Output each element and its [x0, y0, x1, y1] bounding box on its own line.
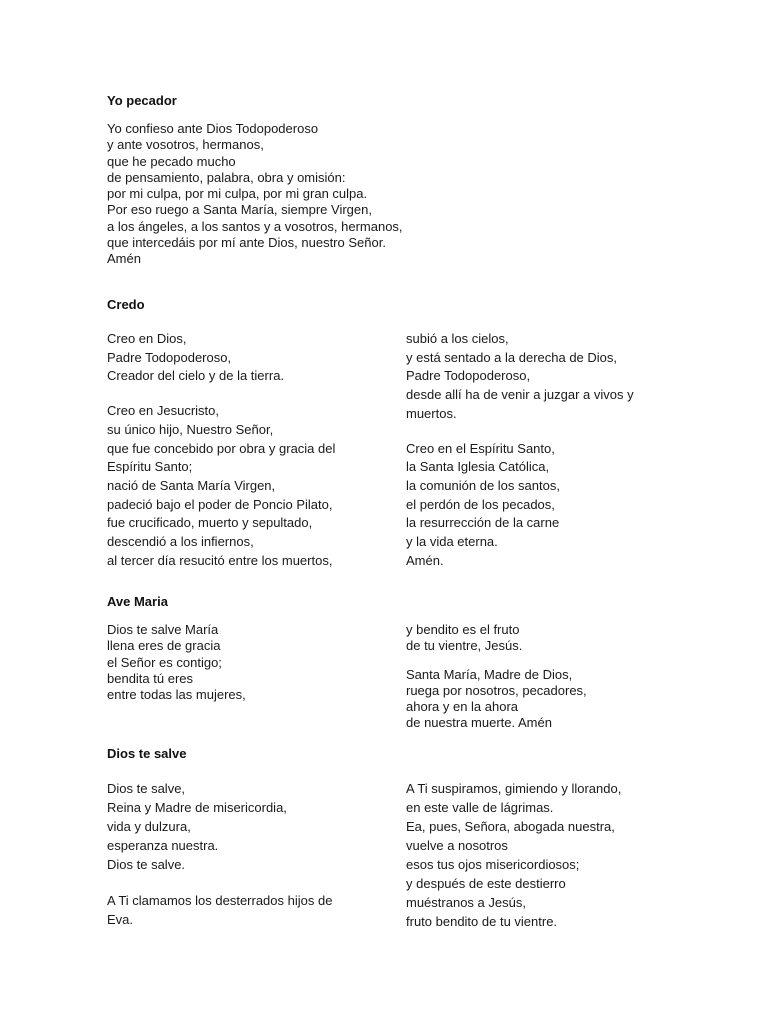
section-title-yo-pecador: Yo pecador	[107, 93, 177, 108]
prayer-line: la comunión de los santos,	[406, 477, 560, 493]
prayer-line: llena eres de gracia	[107, 638, 221, 654]
prayer-line: que intercedáis por mí ante Dios, nuestro Señor.	[107, 235, 386, 251]
prayer-line: Creo en el Espíritu Santo,	[406, 440, 555, 456]
prayer-line: su único hijo, Nuestro Señor,	[107, 421, 274, 437]
stanza-gap	[107, 874, 332, 891]
prayer-line: entre todas las mujeres,	[107, 687, 246, 703]
prayer-line: Dios te salve,	[107, 781, 186, 796]
prayer-text-ave-maria-right-column	[406, 622, 587, 732]
prayer-text-credo-left-column	[107, 330, 335, 570]
prayer-line: padeció bajo el poder de Poncio Pilato,	[107, 496, 333, 512]
prayer-line: al tercer día resucitó entre los muertos,	[107, 552, 333, 568]
prayer-line: Ea, pues, Señora, abogada nuestra,	[406, 819, 615, 834]
prayer-text-ave-maria-left-column	[107, 622, 246, 703]
prayer-line: Santa María, Madre de Dios,	[406, 666, 573, 682]
prayer-line: y después de este destierro	[406, 876, 566, 891]
section-title-dios-te-salve: Dios te salve	[107, 746, 187, 761]
prayer-line: Amén.	[406, 552, 444, 568]
prayer-text-dios-te-salve-right-column	[406, 779, 621, 931]
prayer-line: el Señor es contigo;	[107, 654, 222, 670]
section-title-ave-maria: Ave Maria	[107, 594, 168, 609]
prayer-line: Creador del cielo y de la tierra.	[107, 368, 285, 384]
prayer-line: Eva.	[107, 912, 134, 927]
stanza-gap	[406, 424, 634, 440]
prayer-line: Dios te salve María	[107, 622, 219, 637]
prayer-line: fue crucificado, muerto y sepultado,	[107, 515, 313, 531]
prayer-line: vida y dulzura,	[107, 819, 191, 834]
prayer-line: muéstranos a Jesús,	[406, 895, 526, 910]
prayer-line: y bendito es el fruto	[406, 622, 520, 637]
prayer-line: muertos.	[406, 405, 457, 421]
prayer-line: Dios te salve.	[107, 857, 186, 872]
prayer-line: Por eso ruego a Santa María, siempre Virgen,	[107, 202, 372, 218]
prayer-line: por mi culpa, por mi culpa, por mi gran culpa.	[107, 186, 368, 202]
prayer-line: de nuestra muerte. Amén	[406, 715, 552, 731]
prayer-line: a los ángeles, a los santos y a vosotros, hermanos,	[107, 218, 403, 234]
prayer-line: bendita tú eres	[107, 670, 194, 686]
stanza-gap	[406, 655, 587, 667]
prayer-line: y está sentado a la derecha de Dios,	[406, 349, 618, 365]
prayer-line: subió a los cielos,	[406, 331, 509, 346]
prayer-line: esos tus ojos misericordiosos;	[406, 857, 580, 872]
prayer-line: la Santa Iglesia Católica,	[406, 459, 550, 475]
prayer-line: esperanza nuestra.	[107, 838, 219, 853]
prayer-line: vuelve a nosotros	[406, 838, 508, 853]
prayer-line: que fue concebido por obra y gracia del	[107, 440, 336, 456]
prayer-line: A Ti suspiramos, gimiendo y llorando,	[406, 781, 622, 796]
stanza-gap	[107, 386, 335, 402]
prayer-line: y la vida eterna.	[406, 534, 498, 550]
prayer-line: y ante vosotros, hermanos,	[107, 137, 264, 153]
prayer-line: desde allí ha de venir a juzgar a vivos y	[406, 387, 634, 403]
prayer-line: Padre Todopoderoso,	[406, 368, 531, 384]
prayer-text-dios-te-salve-left-column	[107, 779, 332, 929]
prayer-line: que he pecado mucho	[107, 153, 236, 169]
prayer-line: fruto bendito de tu vientre.	[406, 914, 558, 929]
prayer-line: Yo confieso ante Dios Todopoderoso	[107, 121, 319, 136]
prayer-line: ruega por nosotros, pecadores,	[406, 682, 587, 698]
prayer-line: Amén	[107, 251, 141, 267]
prayer-line: Reina y Madre de misericordia,	[107, 800, 287, 815]
prayer-text-yo-pecador	[107, 121, 403, 268]
prayer-line: Padre Todopoderoso,	[107, 349, 232, 365]
prayer-text-credo-right-column	[406, 330, 634, 570]
prayer-line: Creo en Dios,	[107, 331, 187, 346]
prayer-line: en este valle de lágrimas.	[406, 800, 554, 815]
prayer-line: Espíritu Santo;	[107, 459, 193, 475]
prayer-line: nació de Santa María Virgen,	[107, 477, 276, 493]
prayer-line: descendió a los infiernos,	[107, 534, 254, 550]
prayer-line: la resurrección de la carne	[406, 515, 560, 531]
prayer-line: de pensamiento, palabra, obra y omisión:	[107, 169, 346, 185]
prayer-line: el perdón de los pecados,	[406, 496, 555, 512]
section-title-credo: Credo	[107, 297, 145, 312]
prayer-line: Creo en Jesucristo,	[107, 403, 219, 419]
prayer-line: ahora y en la ahora	[406, 699, 519, 715]
prayer-line: de tu vientre, Jesús.	[406, 638, 523, 654]
prayer-line: A Ti clamamos los desterrados hijos de	[107, 893, 333, 908]
